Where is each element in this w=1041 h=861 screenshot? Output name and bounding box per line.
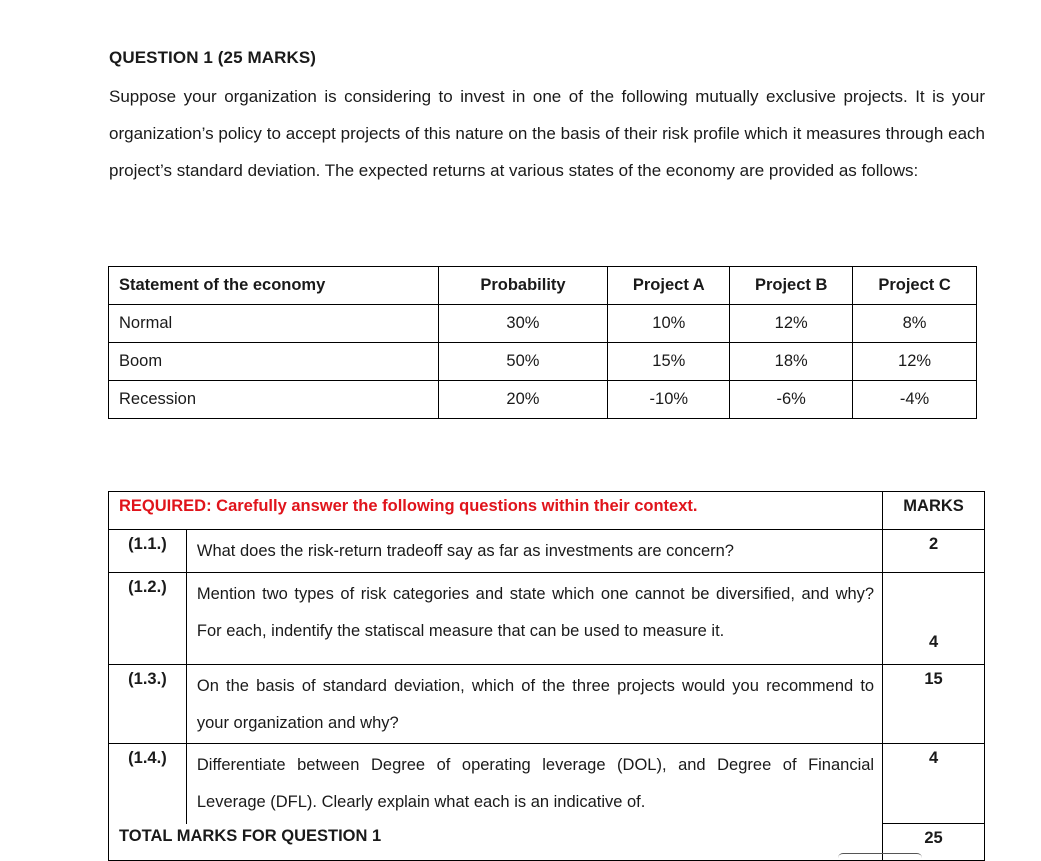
cell-state: Boom — [109, 343, 439, 381]
total-label: TOTAL MARKS FOR QUESTION 1 — [109, 824, 883, 861]
questions-table — [108, 491, 985, 861]
required-instruction: REQUIRED: Carefully answer the following questions within their context. — [109, 492, 883, 530]
cell-project-a: -10% — [608, 381, 730, 419]
question-marks: 4 — [883, 573, 985, 665]
cell-state: Normal — [109, 305, 439, 343]
required-header-row — [109, 492, 985, 530]
cell-project-a: 10% — [608, 305, 730, 343]
cell-probability: 20% — [438, 381, 608, 419]
question-row — [109, 573, 985, 665]
cell-project-a: 15% — [608, 343, 730, 381]
table-row — [109, 343, 977, 381]
economy-returns-table — [108, 266, 977, 419]
table-header-row — [109, 267, 977, 305]
table-row — [109, 381, 977, 419]
question-text: On the basis of standard deviation, which of the three projects would you recommend to your organization and why? — [186, 665, 882, 744]
cell-state: Recession — [109, 381, 439, 419]
cell-probability: 50% — [438, 343, 608, 381]
total-marks: 25 — [883, 824, 985, 861]
question-marks: 15 — [883, 665, 985, 744]
question-text: Differentiate between Degree of operating leverage (DOL), and Degree of Financial Leverage (DFL). Clearly explain what each is an indicative of. — [186, 744, 882, 824]
header-project-c: Project C — [853, 267, 977, 305]
question-number: (1.4.) — [109, 744, 187, 824]
question-intro: Suppose your organization is considering to invest in one of the following mutually exclusive projects. It is your organization’s policy to accept projects of this nature on the basis of their risk profile which it measures through each project’s standard deviation. The expected returns at various states of the economy are provided as follows: — [109, 87, 985, 180]
question-heading: QUESTION 1 (25 MARKS) — [109, 48, 317, 67]
header-probability: Probability — [438, 267, 608, 305]
header-project-b: Project B — [730, 267, 853, 305]
cell-project-b: -6% — [730, 381, 853, 419]
cell-project-c: 8% — [853, 305, 977, 343]
marks-header: MARKS — [883, 492, 985, 530]
header-project-a: Project A — [608, 267, 730, 305]
table-row — [109, 305, 977, 343]
question-number: (1.1.) — [109, 530, 187, 573]
question-marks: 4 — [883, 744, 985, 824]
header-statement: Statement of the economy — [109, 267, 439, 305]
cell-probability: 30% — [438, 305, 608, 343]
question-row — [109, 665, 985, 744]
cell-project-b: 12% — [730, 305, 853, 343]
cell-project-b: 18% — [730, 343, 853, 381]
question-row — [109, 530, 985, 573]
question-row — [109, 744, 985, 824]
question-number: (1.3.) — [109, 665, 187, 744]
question-marks: 2 — [883, 530, 985, 573]
question-text: Mention two types of risk categories and state which one cannot be diversified, and why? For each, indentify the statiscal measure that can be used to measure it. — [186, 573, 882, 665]
cell-project-c: -4% — [853, 381, 977, 419]
question-text: What does the risk-return tradeoff say as far as investments are concern? — [186, 530, 882, 573]
question-number: (1.2.) — [109, 573, 187, 665]
cell-project-c: 12% — [853, 343, 977, 381]
